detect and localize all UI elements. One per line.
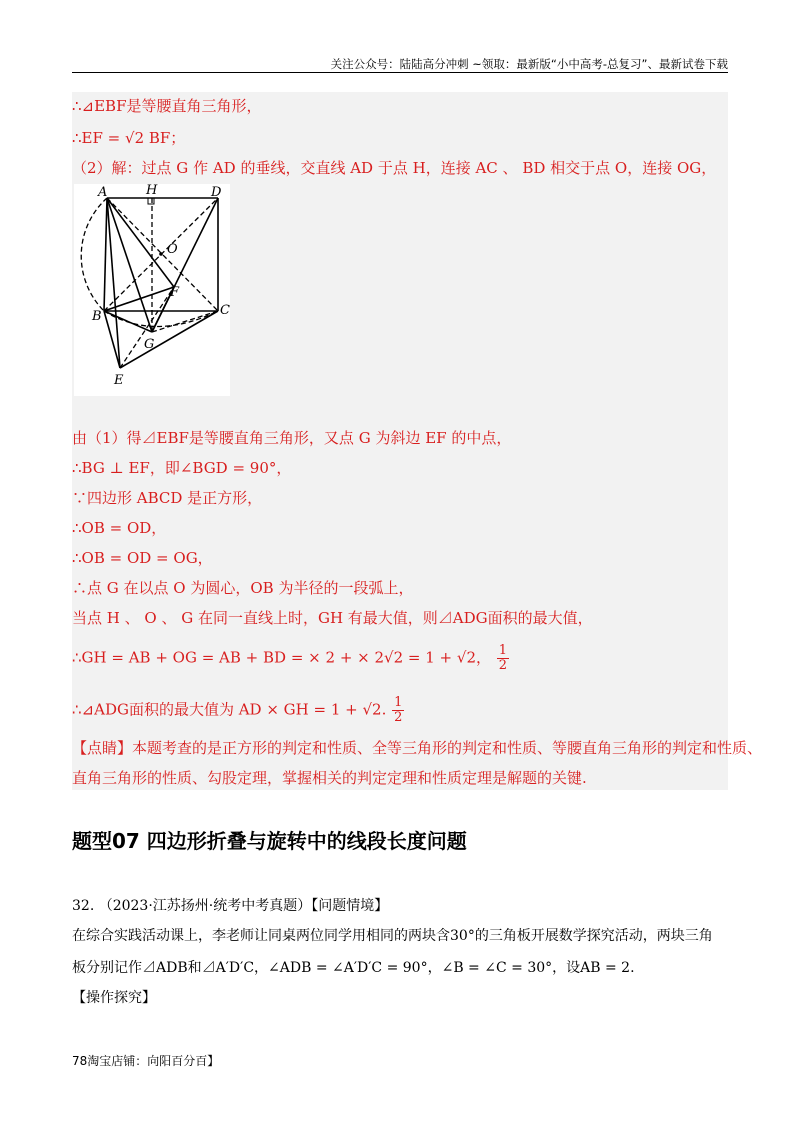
solution-line-7: ∴OB = OD， bbox=[72, 519, 167, 537]
page-header: 关注公众号：陆陆高分冲刺 ~领取：最新版“小中高考-总复习”、最新试卷下载 bbox=[330, 57, 728, 71]
label-E: E bbox=[114, 373, 124, 388]
fraction-half-2: $\frac{1}{2}$ bbox=[394, 695, 403, 725]
label-H: H bbox=[146, 184, 158, 198]
section-title: 题型07 四边形折叠与旋转中的线段长度问题 bbox=[72, 829, 467, 853]
problem-line-2: 在综合实践活动课上，李老师让同桌两位同学用相同的两块含30°的三角板开展数学探究活动，两块三角 bbox=[72, 928, 713, 944]
problem-line-1: 32. （2023·江苏扬州·统考中考真题）【问题情境】 bbox=[72, 898, 389, 914]
label-G: G bbox=[144, 337, 155, 352]
fraction-half: $\frac{1}{2}$ bbox=[498, 643, 508, 673]
key-point-line-2: 直角三角形的性质、勾股定理，掌握相关的判定定理和性质定理是解题的关键. bbox=[72, 769, 587, 787]
label-C: C bbox=[220, 303, 230, 318]
area-formula: ∴⊿ADG面积的最大值为 AD × GH = 1 + √2. bbox=[72, 700, 387, 719]
problem-line-3: 板分别记作⊿ADB和⊿A′D′C，∠ADB = ∠A′D′C = 90°，∠B = ∠C = 30°，设AB = 2. bbox=[72, 960, 635, 976]
label-F: F bbox=[170, 285, 180, 300]
page-footer: 78淘宝店铺：向阳百分百】 bbox=[72, 1054, 220, 1068]
gh-formula: ∴GH = AB + OG = AB + BD = × 2 + × 2√2 = 1 + √2， bbox=[72, 648, 491, 667]
solution-line-5: ∴BG ⊥ EF，即∠BGD = 90°， bbox=[72, 459, 292, 477]
solution-line-6: ∵四边形 ABCD 是正方形， bbox=[72, 489, 263, 507]
key-point-line-1: 【点睛】本题考查的是正方形的判定和性质、全等三角形的判定和性质、等腰直角三角形的判定和性质、 bbox=[72, 739, 763, 757]
label-B: B bbox=[92, 309, 102, 324]
geometry-figure bbox=[74, 184, 230, 396]
solution-line-12 bbox=[72, 696, 405, 725]
problem-line-4: 【操作探究】 bbox=[72, 990, 156, 1006]
solution-line-1: ∴⊿EBF是等腰直角三角形， bbox=[72, 97, 262, 115]
solution-line-4: 由（1）得⊿EBF是等腰直角三角形，又点 G 为斜边 EF 的中点， bbox=[72, 429, 512, 447]
header-rule bbox=[72, 72, 728, 73]
solution-line-11 bbox=[72, 644, 510, 673]
solution-line-10: 当点 H 、 O 、 G 在同一直线上时，GH 有最大值，则⊿ADG面积的最大值， bbox=[72, 609, 593, 627]
solution-line-8: ∴OB = OD = OG， bbox=[72, 549, 213, 567]
solution-line-2: ∴EF = √2 BF； bbox=[72, 129, 186, 147]
solution-line-3: （2）解：过点 G 作 AD 的垂线，交直线 AD 于点 H，连接 AC 、 BD 相交于点 O，连接 OG， bbox=[72, 159, 717, 177]
solution-block bbox=[72, 92, 763, 790]
label-D: D bbox=[211, 185, 222, 200]
label-A: A bbox=[98, 185, 108, 200]
solution-line-9: ∴点 G 在以点 O 为圆心，OB 为半径的一段弧上， bbox=[72, 579, 414, 597]
label-O: O bbox=[167, 242, 178, 257]
